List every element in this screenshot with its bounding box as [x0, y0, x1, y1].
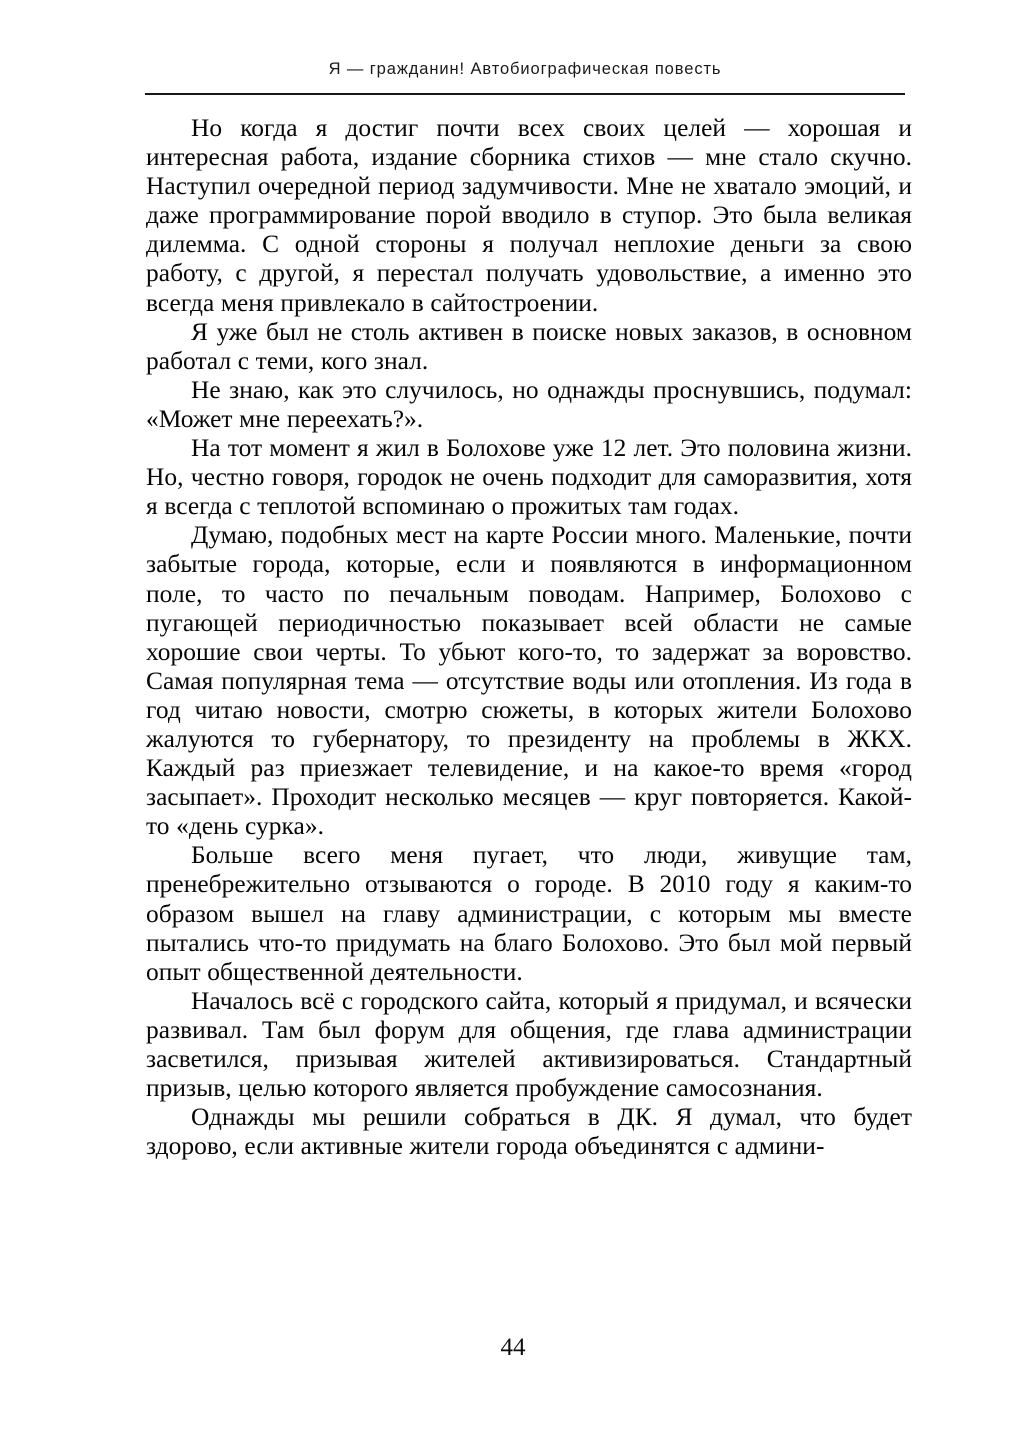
paragraph: Не знаю, как это случилось, но однажды проснувшись, подумал: «Может мне переехать?».	[146, 375, 912, 433]
paragraph: Но когда я достиг почти всех своих целей — хорошая и интересная работа, издание сборника стихов — мне стало скучно. Наступил очередной период задумчивости. Мне не хватало эмоций, и даже программирование порой вводило в ступор. Это была великая дилемма. С одной стороны я получал неплохие деньги за свою работу, с другой, я перестал получать удовольствие, а именно это всегда меня привлекало в сайтостроении.	[146, 114, 912, 317]
paragraph: Больше всего меня пугает, что люди, живущие там, пренебрежительно отзываются о городе. В 2010 году я каким-то образом вышел на главу администрации, с которым мы вместе пытались что-то придумать на благо Болохово. Это был мой первый опыт общественной деятельности.	[146, 841, 912, 986]
paragraph: Началось всё с городского сайта, который я придумал, и всячески развивал. Там был форум для общения, где глава администрации засветился, призывая жителей активизироваться. Стандартный призыв, целью которого является пробуждение самосознания.	[146, 986, 912, 1103]
paragraph: Думаю, подобных мест на карте России много. Маленькие, почти забытые города, которые, если и появляются в информационном поле, то часто по печальным поводам. Например, Болохово с пугающей периодичностью показывает всей области не самые хорошие свои черты. То убьют кого-то, то задержат за воровство. Самая популярная тема — отсутствие воды или отопления. Из года в год читаю новости, смотрю сюжеты, в которых жители Болохово жалуются то губернатору, то президенту на проблемы в ЖКХ. Каждый раз приезжает телевидение, и на какое-то время «город засыпает». Проходит несколько месяцев — круг повторяется. Какой-то «день сурка».	[146, 521, 912, 841]
running-head: Я — гражданин! Автобиографическая повесть	[328, 60, 722, 78]
paragraph: Однажды мы решили собраться в ДК. Я думал, что будет здорово, если активные жители города объединятся с админи-	[146, 1103, 912, 1161]
body-text-block	[146, 114, 912, 1161]
paragraph: Я уже был не столь активен в поиске новых заказов, в основном работал с теми, кого знал.	[146, 317, 912, 375]
header-rule	[145, 93, 905, 95]
page-number: 44	[500, 1334, 526, 1361]
paragraph: На тот момент я жил в Болохове уже 12 лет. Это половина жизни. Но, честно говоря, городок не очень подходит для саморазвития, хотя я всегда с теплотой вспоминаю о прожитых там годах.	[146, 434, 912, 521]
